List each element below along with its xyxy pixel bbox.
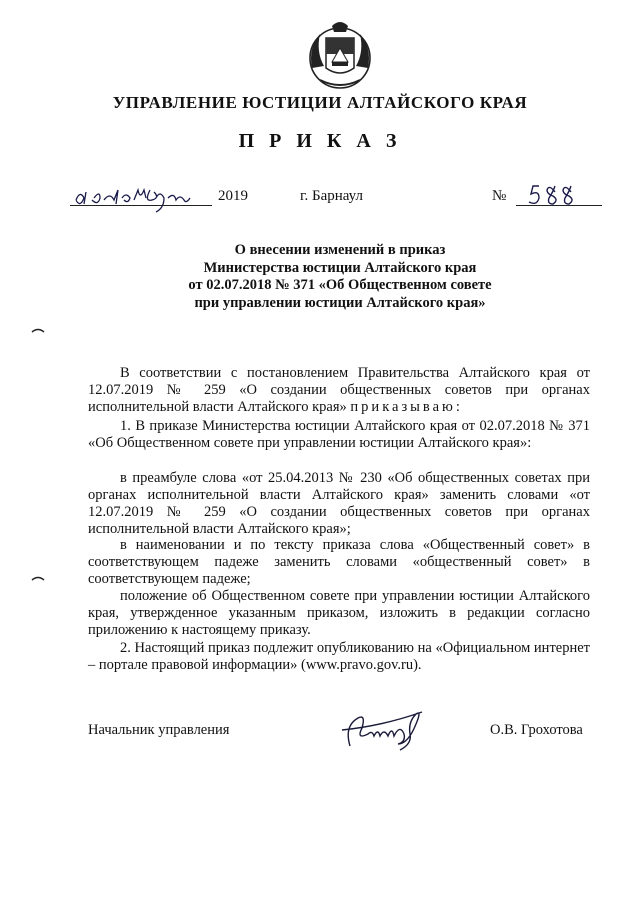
subject-line: О внесении изменений в приказ — [234, 242, 446, 258]
subject-line: при управлении юстиции Алтайского края» — [194, 294, 486, 311]
number-underline — [516, 205, 602, 206]
coat-of-arms-emblem — [302, 18, 378, 90]
body-paragraph: в преамбуле слова «от 25.04.2013 № 230 «Об общественных советах при органах исполнительной власти Алтайского края» заменить словами «от 12.07.2019 № 259 «О создании общественных советов при органах исполнительной власти Алтайского края»; — [88, 470, 590, 537]
body-paragraph: 1. В приказе Министерства юстиции Алтайского края от 02.07.2018 № 371 «Об Общественном совете при управлении юстиции Алтайского края»: — [88, 418, 590, 451]
signer-position: Начальник управления — [88, 722, 230, 738]
paragraph-text: В соответствии с постановлением Правительства Алтайского края от 12.07.2019 № 259 «О создании общественных советов при органах исполнительной власти Алтайского края» — [88, 365, 590, 415]
document-subject — [150, 242, 530, 312]
order-word: приказываю: — [350, 399, 463, 415]
body-paragraph: в наименовании и по тексту приказа слова «Общественный совет» в соответствующем падеже заменить словами «общественный совет» в соответствующем падеже; — [88, 537, 590, 587]
year: 2019 — [218, 188, 248, 204]
body-paragraph — [88, 365, 590, 416]
handwritten-date — [72, 176, 212, 216]
margin-mark — [31, 320, 45, 326]
margin-mark — [31, 568, 45, 574]
signer-name: О.В. Грохотова — [490, 722, 583, 738]
document-type: П Р И К А З — [238, 130, 402, 152]
city: г. Барнаул — [300, 188, 363, 204]
body-paragraph: 2. Настоящий приказ подлежит опубликованию на «Официальном интернет – портале правовой информации» (www.pravo.gov.ru). — [88, 640, 590, 673]
subject-line: от 02.07.2018 № 371 «Об Общественном совете — [188, 277, 492, 293]
body-paragraph: положение об Общественном совете при управлении юстиции Алтайского края, утвержденное указанным приказом, изложить в редакции согласно приложению к настоящему приказу. — [88, 588, 590, 638]
date-underline — [70, 205, 212, 206]
subject-line: Министерства юстиции Алтайского края — [203, 259, 477, 276]
agency-name: УПРАВЛЕНИЕ ЮСТИЦИИ АЛТАЙСКОГО КРАЯ — [112, 93, 528, 112]
handwritten-signature — [340, 706, 470, 756]
number-sign: № — [492, 188, 507, 204]
